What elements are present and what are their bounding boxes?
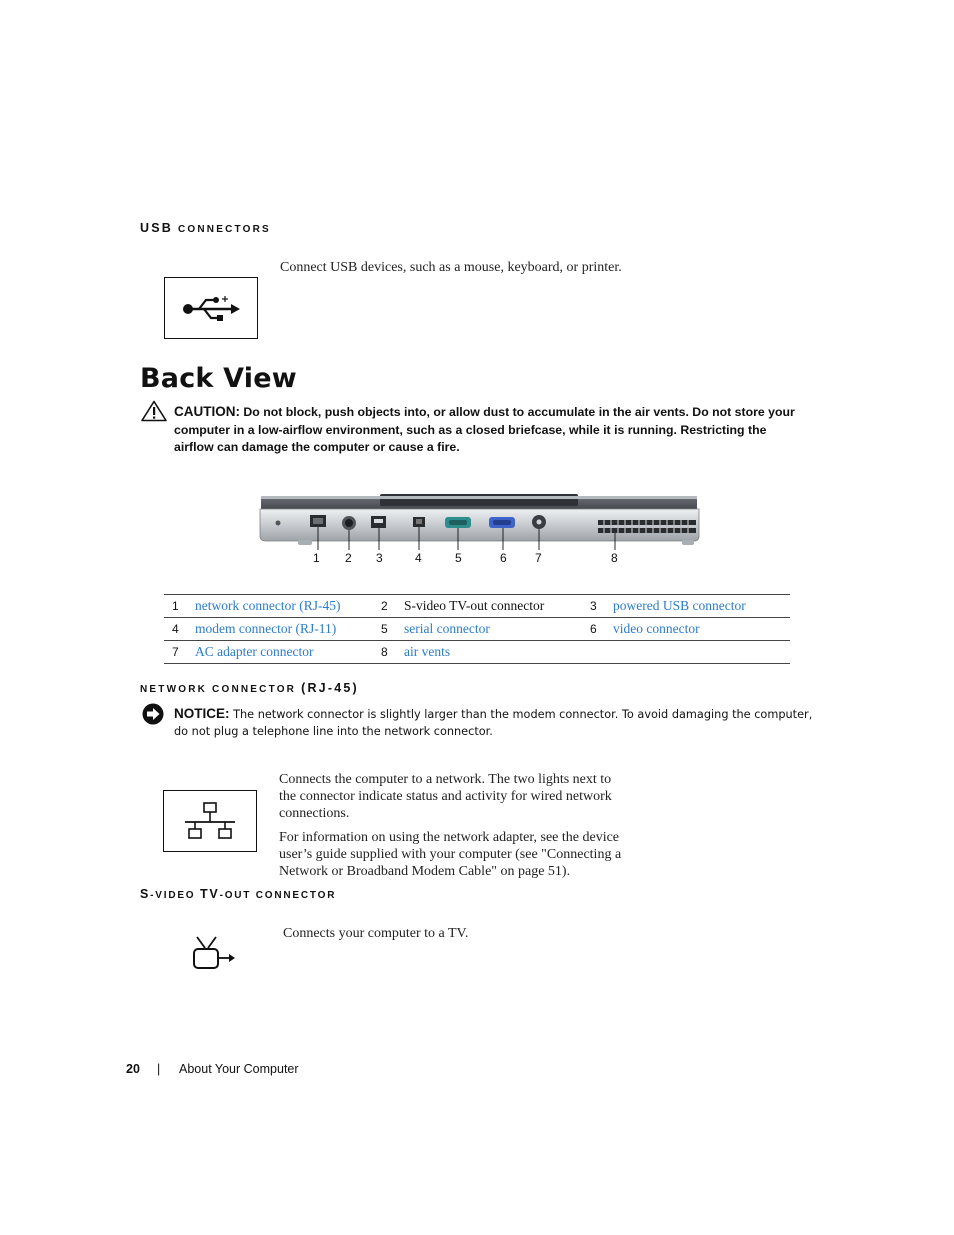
callout-5: 5: [455, 551, 462, 565]
page-number: 20: [126, 1062, 140, 1076]
network-icon: [164, 791, 258, 853]
svideo-description: Connects your computer to a TV.: [283, 926, 469, 941]
caution-text: Do not block, push objects into, or allow dust to accumulate in the air vents. Do not store your computer in a low-airflow environment, such as a closed briefcase, while it is running. Restricting the airflow can damage the computer or cause a fire.: [174, 405, 795, 454]
legend-link-air-vents[interactable]: air vents: [404, 644, 451, 659]
tv-out-icon: [190, 934, 240, 979]
legend-link-ac-adapter[interactable]: AC adapter connector: [195, 644, 314, 659]
legend-num: 1: [164, 595, 195, 618]
usb-heading-word: USB: [140, 221, 173, 235]
legend-empty-cell: [613, 641, 790, 664]
back-view-figure: [258, 492, 702, 552]
callout-6: 6: [500, 551, 507, 565]
svideo-heading-tv: TV: [199, 887, 220, 901]
legend-num: 5: [373, 618, 404, 641]
caution-text-block: [174, 403, 804, 457]
callout-3: 3: [376, 551, 383, 565]
legend-num: 3: [582, 595, 613, 618]
legend-link-video-connector[interactable]: video connector: [613, 621, 700, 636]
legend-num: [582, 641, 613, 664]
notice-text: The network connector is slightly larger than the modem connector. To avoid damaging the computer, do not plug a telephone line into the network connector.: [174, 708, 813, 738]
laptop-back-illustration: [258, 492, 702, 552]
legend-link-network-connector[interactable]: network connector (RJ-45): [195, 598, 341, 613]
caution-label: CAUTION:: [174, 404, 240, 419]
callout-2: 2: [345, 551, 352, 565]
legend-label-svideo: S-video TV-out connector: [404, 595, 582, 618]
svideo-connector-heading: [140, 887, 336, 901]
legend-link-serial-connector[interactable]: serial connector: [404, 621, 490, 636]
notice-label: NOTICE:: [174, 706, 230, 721]
footer-section-title: About Your Computer: [179, 1062, 299, 1076]
table-row: [164, 618, 790, 641]
usb-icon-box: [164, 277, 258, 339]
network-connector-heading: [140, 681, 359, 695]
notice-text-block: [174, 705, 814, 740]
callout-1: 1: [313, 551, 320, 565]
table-row: [164, 595, 790, 618]
network-heading-rest: NETWORK CONNECTOR: [140, 684, 297, 695]
legend-link-modem-connector[interactable]: modem connector (RJ-11): [195, 621, 337, 636]
legend-num: 4: [164, 618, 195, 641]
usb-heading-rest: CONNECTORS: [177, 224, 271, 235]
legend-num: 7: [164, 641, 195, 664]
page-title: Back View: [140, 363, 297, 394]
legend-num: 6: [582, 618, 613, 641]
network-heading-suffix: (RJ-45): [301, 681, 359, 695]
network-description-2: For information on using the network adapter, see the device user’s guide supplied with your computer (see "Connecting a Network or Broadband Modem Cable" on page 51).: [279, 830, 622, 879]
legend-num: 8: [373, 641, 404, 664]
footer-separator: |: [157, 1062, 161, 1076]
callout-7: 7: [535, 551, 542, 565]
svideo-heading-s: S: [140, 887, 151, 901]
network-icon-box: [163, 790, 257, 852]
legend-link-powered-usb[interactable]: powered USB connector: [613, 598, 746, 613]
svideo-heading-video: -VIDEO: [150, 890, 196, 901]
usb-connectors-heading: [140, 221, 271, 235]
svideo-heading-rest: -OUT CONNECTOR: [219, 890, 337, 901]
caution-icon: [141, 400, 167, 427]
legend-num: 2: [373, 595, 404, 618]
callout-8: 8: [611, 551, 618, 565]
notice-icon: [142, 703, 164, 730]
table-row: [164, 641, 790, 664]
usb-icon: [165, 278, 259, 340]
connector-legend-table: [164, 594, 790, 664]
usb-description: Connect USB devices, such as a mouse, keyboard, or printer.: [280, 260, 622, 275]
network-description-1: Connects the computer to a network. The two lights next to the connector indicate status and activity for wired network connections.: [279, 772, 612, 821]
callout-4: 4: [415, 551, 422, 565]
